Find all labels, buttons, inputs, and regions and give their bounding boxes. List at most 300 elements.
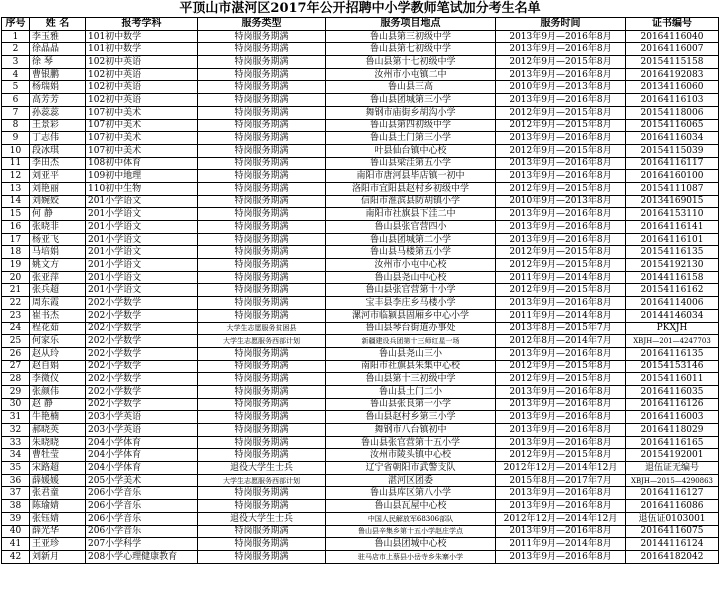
cell-service-location: 鲁山县张官营第十小学 — [326, 284, 496, 297]
table-row — [2, 322, 719, 335]
cell-subject: 204小学体育 — [86, 462, 198, 475]
cell-index: 7 — [2, 106, 30, 119]
cell-certificate-no: 20144116158 — [626, 271, 719, 284]
cell-index: 3 — [2, 56, 30, 69]
cell-index: 31 — [2, 411, 30, 424]
cell-certificate-no: 20154116011 — [626, 373, 719, 386]
cell-service-location: 南阳市社旗县下洼二中 — [326, 208, 496, 221]
cell-index: 38 — [2, 500, 30, 513]
cell-service-location: 洛阳市宜阳县赵村乡初级中学 — [326, 182, 496, 195]
cell-subject: 206小学音乐 — [86, 512, 198, 525]
cell-name: 杨亚飞 — [30, 233, 86, 246]
cell-index: 36 — [2, 474, 30, 487]
cell-index: 28 — [2, 373, 30, 386]
cell-subject: 202小学数学 — [86, 373, 198, 386]
cell-subject: 107初中美术 — [86, 144, 198, 157]
cell-service-time: 2013年8月—2015年7月 — [496, 322, 626, 335]
cell-service-location: 鲁山县马楼第五小学 — [326, 246, 496, 259]
cell-certificate-no: 20164116103 — [626, 94, 719, 107]
table-row — [2, 157, 719, 170]
cell-certificate-no: 20164116003 — [626, 411, 719, 424]
cell-service-time: 2013年9月—2016年8月 — [496, 525, 626, 538]
cell-name: 张晓非 — [30, 221, 86, 234]
cell-service-time: 2011年9月—2014年8月 — [496, 309, 626, 322]
table-row — [2, 487, 719, 500]
cell-subject: 201小学语文 — [86, 208, 198, 221]
cell-name: 徐晶晶 — [30, 43, 86, 56]
cell-subject: 206小学音乐 — [86, 525, 198, 538]
cell-certificate-no: 退伍证0103001 — [626, 512, 719, 525]
table-row — [2, 81, 719, 94]
cell-service-time: 2013年9月—2016年8月 — [496, 43, 626, 56]
cell-service-type: 特岗服务期满 — [198, 297, 326, 310]
cell-certificate-no: 20164116035 — [626, 385, 719, 398]
cell-service-time: 2013年9月—2016年8月 — [496, 157, 626, 170]
cell-certificate-no: 20164160100 — [626, 170, 719, 183]
cell-service-location: 湛河区团委 — [326, 474, 496, 487]
cell-index: 40 — [2, 525, 30, 538]
table-row — [2, 347, 719, 360]
cell-subject: 202小学数学 — [86, 360, 198, 373]
cell-service-type: 特岗服务期满 — [198, 119, 326, 132]
cell-subject: 108初中体育 — [86, 157, 198, 170]
cell-certificate-no: 20154115158 — [626, 56, 719, 69]
cell-service-type: 大学生志愿服务贫困县 — [198, 322, 326, 335]
cell-service-time: 2013年9月—2016年8月 — [496, 170, 626, 183]
cell-service-location: 鲁山县辛集乡第十五小学赵庄学点 — [326, 525, 496, 538]
cell-service-location: 鲁山县库区第八小学 — [326, 487, 496, 500]
cell-certificate-no: 20154116065 — [626, 119, 719, 132]
cell-service-time: 2012年9月—2015年8月 — [496, 360, 626, 373]
cell-subject: 206小学音乐 — [86, 500, 198, 513]
table-row — [2, 525, 719, 538]
cell-name: 张钰婧 — [30, 512, 86, 525]
table-row — [2, 106, 719, 119]
cell-subject: 202小学数学 — [86, 398, 198, 411]
cell-service-time: 2012年9月—2015年8月 — [496, 373, 626, 386]
cell-service-type: 特岗服务期满 — [198, 43, 326, 56]
cell-name: 张兵超 — [30, 284, 86, 297]
cell-service-location: 鲁山县三高 — [326, 81, 496, 94]
cell-name: 李微仪 — [30, 373, 86, 386]
cell-service-location: 中国人民解放军68306部队 — [326, 512, 496, 525]
cell-name: 杨瑞娟 — [30, 81, 86, 94]
cell-name: 周东霞 — [30, 297, 86, 310]
cell-name: 赵自娟 — [30, 360, 86, 373]
table-row — [2, 462, 719, 475]
cell-service-type: 特岗服务期满 — [198, 68, 326, 81]
cell-name: 刘艳丽 — [30, 182, 86, 195]
cell-index: 26 — [2, 347, 30, 360]
cell-subject: 203小学英语 — [86, 411, 198, 424]
cell-subject: 102初中英语 — [86, 94, 198, 107]
cell-certificate-no: 20164192083 — [626, 68, 719, 81]
cell-certificate-no: 20164116127 — [626, 487, 719, 500]
cell-service-time: 2013年9月—2016年8月 — [496, 385, 626, 398]
cell-certificate-no: 20164116075 — [626, 525, 719, 538]
cell-name: 赵 静 — [30, 398, 86, 411]
cell-subject: 202小学数学 — [86, 322, 198, 335]
cell-index: 29 — [2, 385, 30, 398]
table-body — [2, 30, 719, 563]
cell-certificate-no: 20144116124 — [626, 538, 719, 551]
page-title: 平顶山市湛河区2017年公开招聘中小学教师笔试加分考生名单 — [179, 1, 541, 16]
cell-name: 陈瑜婧 — [30, 500, 86, 513]
cell-name: 刘婉姣 — [30, 195, 86, 208]
cell-service-type: 特岗服务期满 — [198, 132, 326, 145]
cell-name: 朱晓晓 — [30, 436, 86, 449]
cell-service-location: 漯河市临颍县固厢乡中心小学 — [326, 309, 496, 322]
cell-name: 郝晓英 — [30, 424, 86, 437]
cell-service-type: 特岗服务期满 — [198, 309, 326, 322]
cell-service-location: 鲁山县团城第二小学 — [326, 233, 496, 246]
cell-service-time: 2013年9月—2016年8月 — [496, 30, 626, 43]
cell-index: 2 — [2, 43, 30, 56]
cell-service-time: 2013年9月—2016年8月 — [496, 233, 626, 246]
cell-subject: 207小学科学 — [86, 538, 198, 551]
cell-certificate-no: 20164116034 — [626, 132, 719, 145]
table-row — [2, 373, 719, 386]
cell-service-type: 退役大学生士兵 — [198, 512, 326, 525]
cell-subject: 101初中数学 — [86, 43, 198, 56]
table-row — [2, 449, 719, 462]
cell-subject: 201小学语文 — [86, 221, 198, 234]
cell-name: 宋路超 — [30, 462, 86, 475]
table-row — [2, 335, 719, 348]
cell-subject: 202小学数学 — [86, 385, 198, 398]
cell-index: 24 — [2, 322, 30, 335]
table-row — [2, 221, 719, 234]
table-row — [2, 398, 719, 411]
cell-name: 徐 琴 — [30, 56, 86, 69]
cell-name: 曹银鹏 — [30, 68, 86, 81]
cell-certificate-no: 20164153110 — [626, 208, 719, 221]
cell-service-location: 鲁山县团城第三小学 — [326, 94, 496, 107]
cell-index: 21 — [2, 284, 30, 297]
cell-service-type: 特岗服务期满 — [198, 106, 326, 119]
cell-name: 何 静 — [30, 208, 86, 221]
cell-subject: 202小学数学 — [86, 335, 198, 348]
cell-service-type: 特岗服务期满 — [198, 449, 326, 462]
cell-name: 刘新月 — [30, 550, 86, 563]
cell-certificate-no: 20164116101 — [626, 233, 719, 246]
table-row — [2, 246, 719, 259]
cell-index: 11 — [2, 157, 30, 170]
cell-subject: 203小学英语 — [86, 424, 198, 437]
cell-subject: 201小学语文 — [86, 246, 198, 259]
cell-service-type: 特岗服务期满 — [198, 30, 326, 43]
cell-certificate-no: 20164114006 — [626, 297, 719, 310]
cell-service-type: 特岗服务期满 — [198, 233, 326, 246]
cell-service-type: 特岗服务期满 — [198, 208, 326, 221]
cell-certificate-no: 20154111087 — [626, 182, 719, 195]
cell-name: 孙蕊蕊 — [30, 106, 86, 119]
table-row — [2, 132, 719, 145]
cell-service-time: 2012年9月—2015年8月 — [496, 144, 626, 157]
cell-index: 8 — [2, 119, 30, 132]
cell-service-location: 鲁山县第十三初级中学 — [326, 373, 496, 386]
table-row — [2, 94, 719, 107]
table-row — [2, 309, 719, 322]
cell-name: 程花茹 — [30, 322, 86, 335]
cell-subject: 204小学体育 — [86, 436, 198, 449]
cell-certificate-no: 20154192001 — [626, 449, 719, 462]
cell-service-location: 鲁山县团城中心校 — [326, 538, 496, 551]
cell-service-location: 鲁山县张良第一小学 — [326, 398, 496, 411]
cell-certificate-no: XBJH—2015—4290863 — [626, 474, 719, 487]
cell-subject: 204小学体育 — [86, 449, 198, 462]
cell-name: 李田杰 — [30, 157, 86, 170]
table-row — [2, 68, 719, 81]
table-row — [2, 474, 719, 487]
cell-index: 16 — [2, 221, 30, 234]
cell-name: 段冰琪 — [30, 144, 86, 157]
cell-service-type: 特岗服务期满 — [198, 525, 326, 538]
cell-service-time: 2010年9月—2013年8月 — [496, 81, 626, 94]
cell-index: 37 — [2, 487, 30, 500]
table-row — [2, 284, 719, 297]
cell-certificate-no: 20164116141 — [626, 221, 719, 234]
cell-certificate-no: 20154153146 — [626, 360, 719, 373]
cell-service-location: 汝州市陵头镇中心校 — [326, 449, 496, 462]
cell-service-location: 鲁山县第四初级中学 — [326, 119, 496, 132]
cell-service-type: 特岗服务期满 — [198, 411, 326, 424]
header-service-time: 服务时间 — [496, 18, 626, 31]
cell-service-time: 2013年9月—2016年8月 — [496, 436, 626, 449]
table-row — [2, 182, 719, 195]
header-subject: 报考学科 — [86, 18, 198, 31]
cell-service-time: 2012年9月—2015年8月 — [496, 246, 626, 259]
cell-service-location: 舞钢市八台镇初中 — [326, 424, 496, 437]
cell-subject: 201小学语文 — [86, 259, 198, 272]
cell-service-location: 鲁山县第十七初级中学 — [326, 56, 496, 69]
cell-service-type: 特岗服务期满 — [198, 246, 326, 259]
table-row — [2, 56, 719, 69]
cell-service-location: 鲁山县张官营第十五小学 — [326, 436, 496, 449]
table-row — [2, 436, 719, 449]
header-certificate-no: 证书编号 — [626, 18, 719, 31]
cell-subject: 107初中美术 — [86, 132, 198, 145]
cell-service-type: 特岗服务期满 — [198, 157, 326, 170]
cell-certificate-no: 20134116060 — [626, 81, 719, 94]
cell-service-type: 特岗服务期满 — [198, 81, 326, 94]
cell-service-time: 2013年9月—2016年8月 — [496, 487, 626, 500]
table-row — [2, 119, 719, 132]
table-row — [2, 170, 719, 183]
cell-service-type: 特岗服务期满 — [198, 221, 326, 234]
table-row — [2, 297, 719, 310]
cell-service-type: 特岗服务期满 — [198, 385, 326, 398]
cell-service-time: 2013年9月—2016年8月 — [496, 411, 626, 424]
table-row — [2, 233, 719, 246]
table-row — [2, 271, 719, 284]
header-index: 序号 — [2, 18, 30, 31]
cell-service-type: 特岗服务期满 — [198, 550, 326, 563]
cell-service-location: 新疆建设兵团第十三师红星一场 — [326, 335, 496, 348]
cell-index: 42 — [2, 550, 30, 563]
cell-certificate-no: 20144146034 — [626, 309, 719, 322]
cell-service-type: 特岗服务期满 — [198, 500, 326, 513]
table-header-row — [2, 18, 719, 31]
cell-service-time: 2013年9月—2016年8月 — [496, 221, 626, 234]
table-row — [2, 208, 719, 221]
cell-service-type: 特岗服务期满 — [198, 373, 326, 386]
cell-certificate-no: XBJH—201—4247703 — [626, 335, 719, 348]
cell-service-type: 大学生志愿服务西部计划 — [198, 335, 326, 348]
cell-service-location: 鲁山县尧山三小 — [326, 347, 496, 360]
cell-service-time: 2013年9月—2016年8月 — [496, 297, 626, 310]
cell-subject: 201小学语文 — [86, 284, 198, 297]
cell-index: 6 — [2, 94, 30, 107]
header-service-type: 服务类型 — [198, 18, 326, 31]
cell-service-location: 汝州市小屯中心校 — [326, 259, 496, 272]
cell-service-time: 2013年9月—2016年8月 — [496, 347, 626, 360]
cell-index: 22 — [2, 297, 30, 310]
cell-certificate-no: 20164116040 — [626, 30, 719, 43]
cell-name: 何家乐 — [30, 335, 86, 348]
cell-index: 35 — [2, 462, 30, 475]
cell-service-time: 2013年9月—2016年8月 — [496, 208, 626, 221]
cell-certificate-no: 退伍证无编号 — [626, 462, 719, 475]
cell-index: 14 — [2, 195, 30, 208]
table-row — [2, 512, 719, 525]
cell-index: 5 — [2, 81, 30, 94]
cell-service-time: 2012年12月—2014年12月 — [496, 512, 626, 525]
cell-service-type: 特岗服务期满 — [198, 195, 326, 208]
cell-certificate-no: PKXJH — [626, 322, 719, 335]
cell-index: 25 — [2, 335, 30, 348]
cell-certificate-no: 20154192130 — [626, 259, 719, 272]
cell-index: 18 — [2, 246, 30, 259]
cell-index: 30 — [2, 398, 30, 411]
cell-service-location: 驻马店市上蔡县小岳寺乡朱寨小学 — [326, 550, 496, 563]
cell-service-time: 2015年8月—2017年7月 — [496, 474, 626, 487]
cell-certificate-no: 20154116162 — [626, 284, 719, 297]
cell-index: 15 — [2, 208, 30, 221]
cell-service-time: 2013年9月—2016年8月 — [496, 424, 626, 437]
cell-certificate-no: 20164116086 — [626, 500, 719, 513]
cell-service-type: 特岗服务期满 — [198, 538, 326, 551]
cell-index: 13 — [2, 182, 30, 195]
cell-service-location: 舞钢市庙街乡胡沟小学 — [326, 106, 496, 119]
cell-name: 马培娟 — [30, 246, 86, 259]
cell-subject: 110初中生物 — [86, 182, 198, 195]
cell-service-location: 南阳市唐河县毕店镇一初中 — [326, 170, 496, 183]
table-row — [2, 424, 719, 437]
cell-service-time: 2013年9月—2016年8月 — [496, 94, 626, 107]
cell-certificate-no: 20164116165 — [626, 436, 719, 449]
cell-index: 4 — [2, 68, 30, 81]
cell-certificate-no: 20164116126 — [626, 398, 719, 411]
cell-name: 王亚珍 — [30, 538, 86, 551]
cell-service-time: 2012年9月—2015年8月 — [496, 106, 626, 119]
cell-service-time: 2013年9月—2016年8月 — [496, 132, 626, 145]
cell-subject: 206小学音乐 — [86, 487, 198, 500]
cell-service-time: 2012年9月—2015年8月 — [496, 259, 626, 272]
cell-service-type: 特岗服务期满 — [198, 144, 326, 157]
table-row — [2, 195, 719, 208]
cell-service-type: 特岗服务期满 — [198, 424, 326, 437]
cell-index: 27 — [2, 360, 30, 373]
cell-service-location: 宝丰县李庄乡马楼小学 — [326, 297, 496, 310]
cell-index: 19 — [2, 259, 30, 272]
table-row — [2, 500, 719, 513]
cell-subject: 109初中地理 — [86, 170, 198, 183]
cell-certificate-no: 20164118029 — [626, 424, 719, 437]
cell-name: 张颜伟 — [30, 385, 86, 398]
cell-service-type: 特岗服务期满 — [198, 170, 326, 183]
cell-service-time: 2013年9月—2016年8月 — [496, 550, 626, 563]
cell-service-type: 特岗服务期满 — [198, 487, 326, 500]
header-service-location: 服务项目地点 — [326, 18, 496, 31]
cell-index: 32 — [2, 424, 30, 437]
cell-name: 崔书杰 — [30, 309, 86, 322]
table-row — [2, 43, 719, 56]
cell-certificate-no: 20164116117 — [626, 157, 719, 170]
cell-certificate-no: 20164116007 — [626, 43, 719, 56]
cell-index: 20 — [2, 271, 30, 284]
cell-service-time: 2011年9月—2014年8月 — [496, 271, 626, 284]
cell-service-time: 2013年9月—2016年8月 — [496, 500, 626, 513]
cell-service-location: 叶县仙台镇中心校 — [326, 144, 496, 157]
cell-service-time: 2013年9月—2016年8月 — [496, 398, 626, 411]
cell-service-time: 2012年9月—2015年8月 — [496, 449, 626, 462]
table-row — [2, 385, 719, 398]
cell-service-type: 特岗服务期满 — [198, 436, 326, 449]
cell-subject: 208小学心理健康教育 — [86, 550, 198, 563]
table-row — [2, 411, 719, 424]
cell-certificate-no: 20154116135 — [626, 246, 719, 259]
cell-service-location: 鲁山县瓦屋中心校 — [326, 500, 496, 513]
cell-service-location: 鲁山县第七初级中学 — [326, 43, 496, 56]
cell-index: 9 — [2, 132, 30, 145]
cell-service-location: 鲁山县赵村乡第三小学 — [326, 411, 496, 424]
cell-service-time: 2013年9月—2016年8月 — [496, 68, 626, 81]
cell-service-type: 特岗服务期满 — [198, 360, 326, 373]
cell-service-location: 鲁山县土门第三小学 — [326, 132, 496, 145]
cell-name: 张君童 — [30, 487, 86, 500]
cell-service-type: 特岗服务期满 — [198, 182, 326, 195]
cell-subject: 202小学数学 — [86, 309, 198, 322]
cell-subject: 107初中美术 — [86, 119, 198, 132]
cell-service-time: 2011年9月—2014年8月 — [496, 538, 626, 551]
cell-service-type: 特岗服务期满 — [198, 347, 326, 360]
cell-index: 34 — [2, 449, 30, 462]
cell-service-time: 2012年9月—2015年8月 — [496, 56, 626, 69]
cell-subject: 102初中英语 — [86, 56, 198, 69]
cell-name: 赵从玲 — [30, 347, 86, 360]
cell-index: 12 — [2, 170, 30, 183]
cell-service-time: 2012年8月—2014年7月 — [496, 335, 626, 348]
cell-index: 10 — [2, 144, 30, 157]
cell-service-type: 大学生志愿服务西部计划 — [198, 474, 326, 487]
cell-service-location: 鲁山县琴台街道办事处 — [326, 322, 496, 335]
cell-service-type: 特岗服务期满 — [198, 271, 326, 284]
table-row — [2, 259, 719, 272]
cell-subject: 201小学语文 — [86, 233, 198, 246]
cell-index: 41 — [2, 538, 30, 551]
cell-index: 1 — [2, 30, 30, 43]
cell-name: 薛光华 — [30, 525, 86, 538]
cell-name: 牛艳楠 — [30, 411, 86, 424]
table-row — [2, 30, 719, 43]
cell-service-location: 鲁山县张官营四小 — [326, 221, 496, 234]
cell-index: 17 — [2, 233, 30, 246]
header-name: 姓 名 — [30, 18, 86, 31]
cell-service-location: 南阳市社旗县朱集中心校 — [326, 360, 496, 373]
cell-index: 33 — [2, 436, 30, 449]
cell-subject: 102初中英语 — [86, 81, 198, 94]
